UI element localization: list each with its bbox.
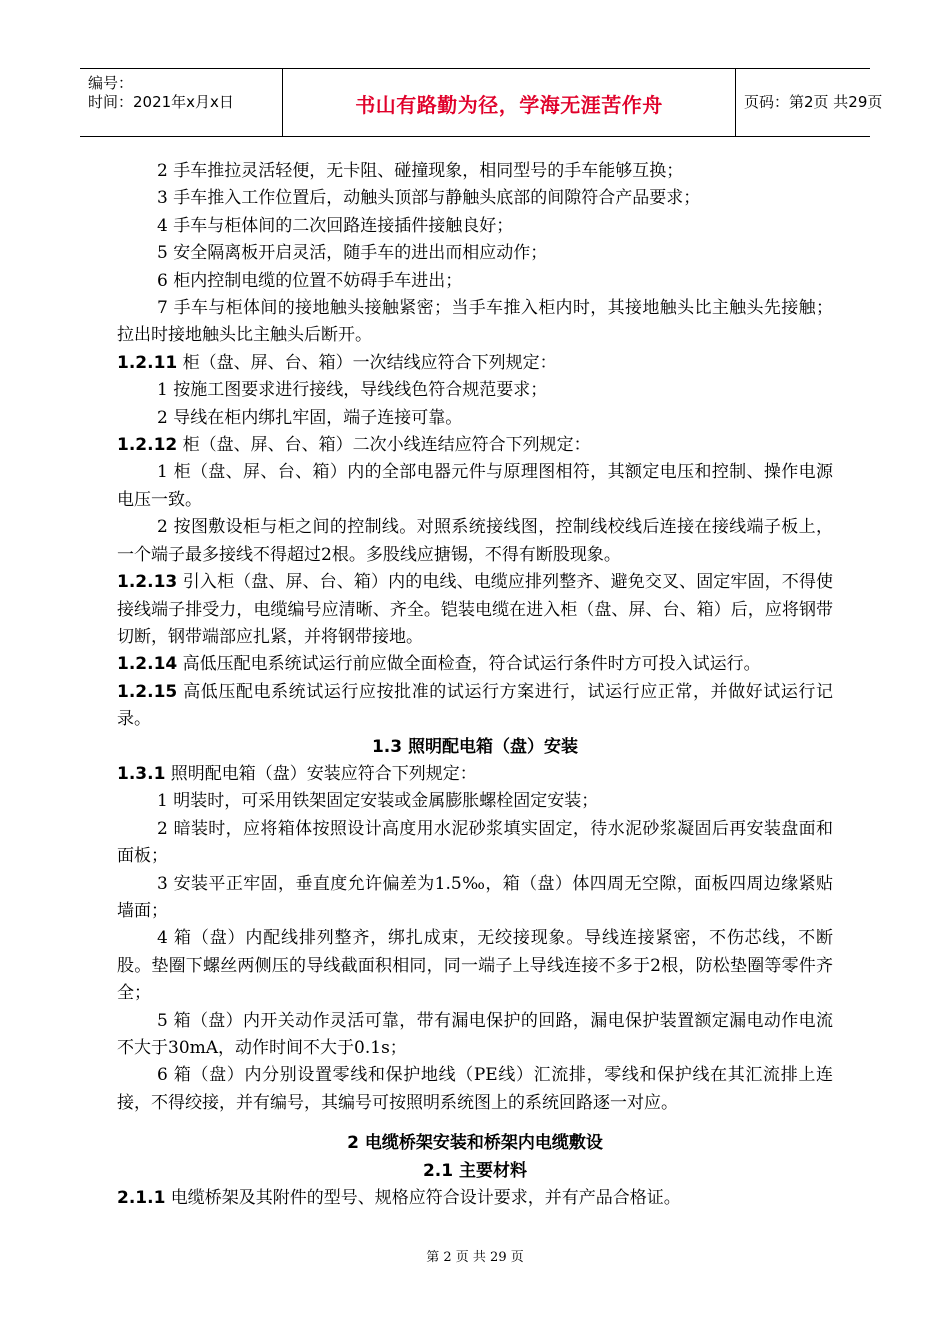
document-time-label: 时间：2021年x月x日: [88, 93, 234, 111]
section-gap: [117, 1117, 833, 1130]
clause-number: 1.2.15: [117, 681, 178, 702]
header-motto-cell: [282, 69, 736, 136]
clause-item: 2 暗装时，应将箱体按照设计高度用水泥砂浆填实固定，待水泥砂浆凝固后再安装盘面和面板；: [117, 818, 833, 867]
clause-1-2-15: [117, 679, 833, 734]
document-body: [117, 158, 833, 1212]
header-meta-cell: [80, 69, 282, 136]
clause-number: 1.2.12: [117, 435, 178, 456]
clause-number: 1.2.11: [117, 352, 178, 373]
section-heading-1-3: 1.3 照明配电箱（盘）安装: [371, 736, 579, 757]
clause-text: 柜（盘、屏、台、箱）一次结线应符合下列规定：: [177, 352, 557, 373]
chapter-heading-2: 2 电缆桥架安装和桥架内电缆敷设: [347, 1133, 603, 1154]
clause-item: 3 手车推入工作位置后，动触头顶部与静触头底部的间隙符合产品要求；: [157, 188, 701, 209]
section-heading-2-1: 2.1 主要材料: [422, 1160, 528, 1181]
page-footer: 第 2 页 共 29 页: [426, 1250, 524, 1265]
header-page-number: 页码：第2页 共29页: [744, 93, 883, 111]
clause-item: 4 箱（盘）内配线排列整齐，绑扎成束，无绞接现象。导线连接紧密，不伤芯线，不断股。垫圈下螺丝两侧压的导线截面积相同，同一端子上导线连接不多于2根，防松垫圈等零件齐全；: [117, 928, 833, 1004]
clause-item: 6 箱（盘）内分别设置零线和保护地线（PE线）汇流排，零线和保护线在其汇流排上连接，不得绞接，并有编号，其编号可按照明系统图上的系统回路逐一对应。: [117, 1065, 833, 1113]
document-code-label: 编号：: [88, 74, 134, 92]
clause-1-2-14: [117, 651, 833, 678]
clause-item: 2 导线在柜内绑扎牢固，端子连接可靠。: [157, 407, 463, 428]
header-page-cell: [736, 69, 883, 136]
clause-number: 1.2.14: [117, 654, 178, 675]
clause-2-1-1: [117, 1185, 833, 1212]
clause-item: 7 手车与柜体间的接地触头接触紧密；当手车推入柜内时，其接地触头比主触头先接触；拉出时接地触头比主触头后断开。: [117, 298, 833, 346]
clause-item: 1 明装时，可采用铁架固定安装或金属膨胀螺栓固定安装；: [157, 791, 599, 812]
clause-1-2-13: [117, 569, 833, 651]
header-motto: 书山有路勤为径，学海无涯苦作舟: [355, 93, 663, 117]
clause-1-2-11: [117, 350, 833, 377]
clause-1-3-1: [117, 761, 833, 788]
clause-item: 4 手车与柜体间的二次回路连接插件接触良好；: [157, 215, 514, 236]
clause-item: 6 柜内控制电缆的位置不妨碍手车进出；: [157, 270, 463, 291]
clause-text: 照明配电箱（盘）安装应符合下列规定：: [165, 763, 477, 784]
clause-item: 1 按施工图要求进行接线，导线线色符合规范要求；: [157, 380, 548, 401]
clause-item: 5 安全隔离板开启灵活，随手车的进出而相应动作；: [157, 243, 548, 264]
clause-item: 1 柜（盘、屏、台、箱）内的全部电器元件与原理图相符，其额定电压和控制、操作电源电压一致。: [117, 462, 833, 510]
clause-item: 2 手车推拉灵活轻便，无卡阻、碰撞现象，相同型号的手车能够互换；: [157, 161, 684, 181]
clause-item: 5 箱（盘）内开关动作灵活可靠，带有漏电保护的回路，漏电保护装置额定漏电动作电流不大于30mA，动作时间不大于0.1s；: [117, 1010, 833, 1058]
clause-text: 引入柜（盘、屏、台、箱）内的电线、电缆应排列整齐、避免交叉、固定牢固，不得使接线端子排受力，电缆编号应清晰、齐全。铠装电缆在进入柜（盘、屏、台、箱）后，应将钢带切断，钢带端部应扎紧，并将钢带接地。: [117, 572, 833, 647]
clause-text: 柜（盘、屏、台、箱）二次小线连结应符合下列规定：: [177, 435, 591, 456]
clause-text: 电缆桥架及其附件的型号、规格应符合设计要求，并有产品合格证。: [165, 1188, 681, 1209]
clause-number: 1.3.1: [117, 763, 166, 784]
clause-text: 高低压配电系统试运行应按批准的试运行方案进行，试运行应正常，并做好试运行记录。: [117, 681, 833, 730]
clause-item: 2 按图敷设柜与柜之间的控制线。对照系统接线图，控制线校线后连接在接线端子板上，一个端子最多接线不得超过2根。多股线应搪锡，不得有断股现象。: [117, 517, 833, 565]
clause-number: 2.1.1: [117, 1188, 166, 1209]
clause-number: 1.2.13: [117, 572, 178, 593]
clause-item: 3 安装平正牢固，垂直度允许偏差为1.5‰，箱（盘）体四周无空隙，面板四周边缘紧贴墙面；: [117, 873, 833, 921]
clause-text: 高低压配电系统试运行前应做全面检查，符合试运行条件时方可投入试运行。: [177, 654, 761, 675]
clause-1-2-12: [117, 432, 833, 459]
page-header: [80, 68, 883, 137]
